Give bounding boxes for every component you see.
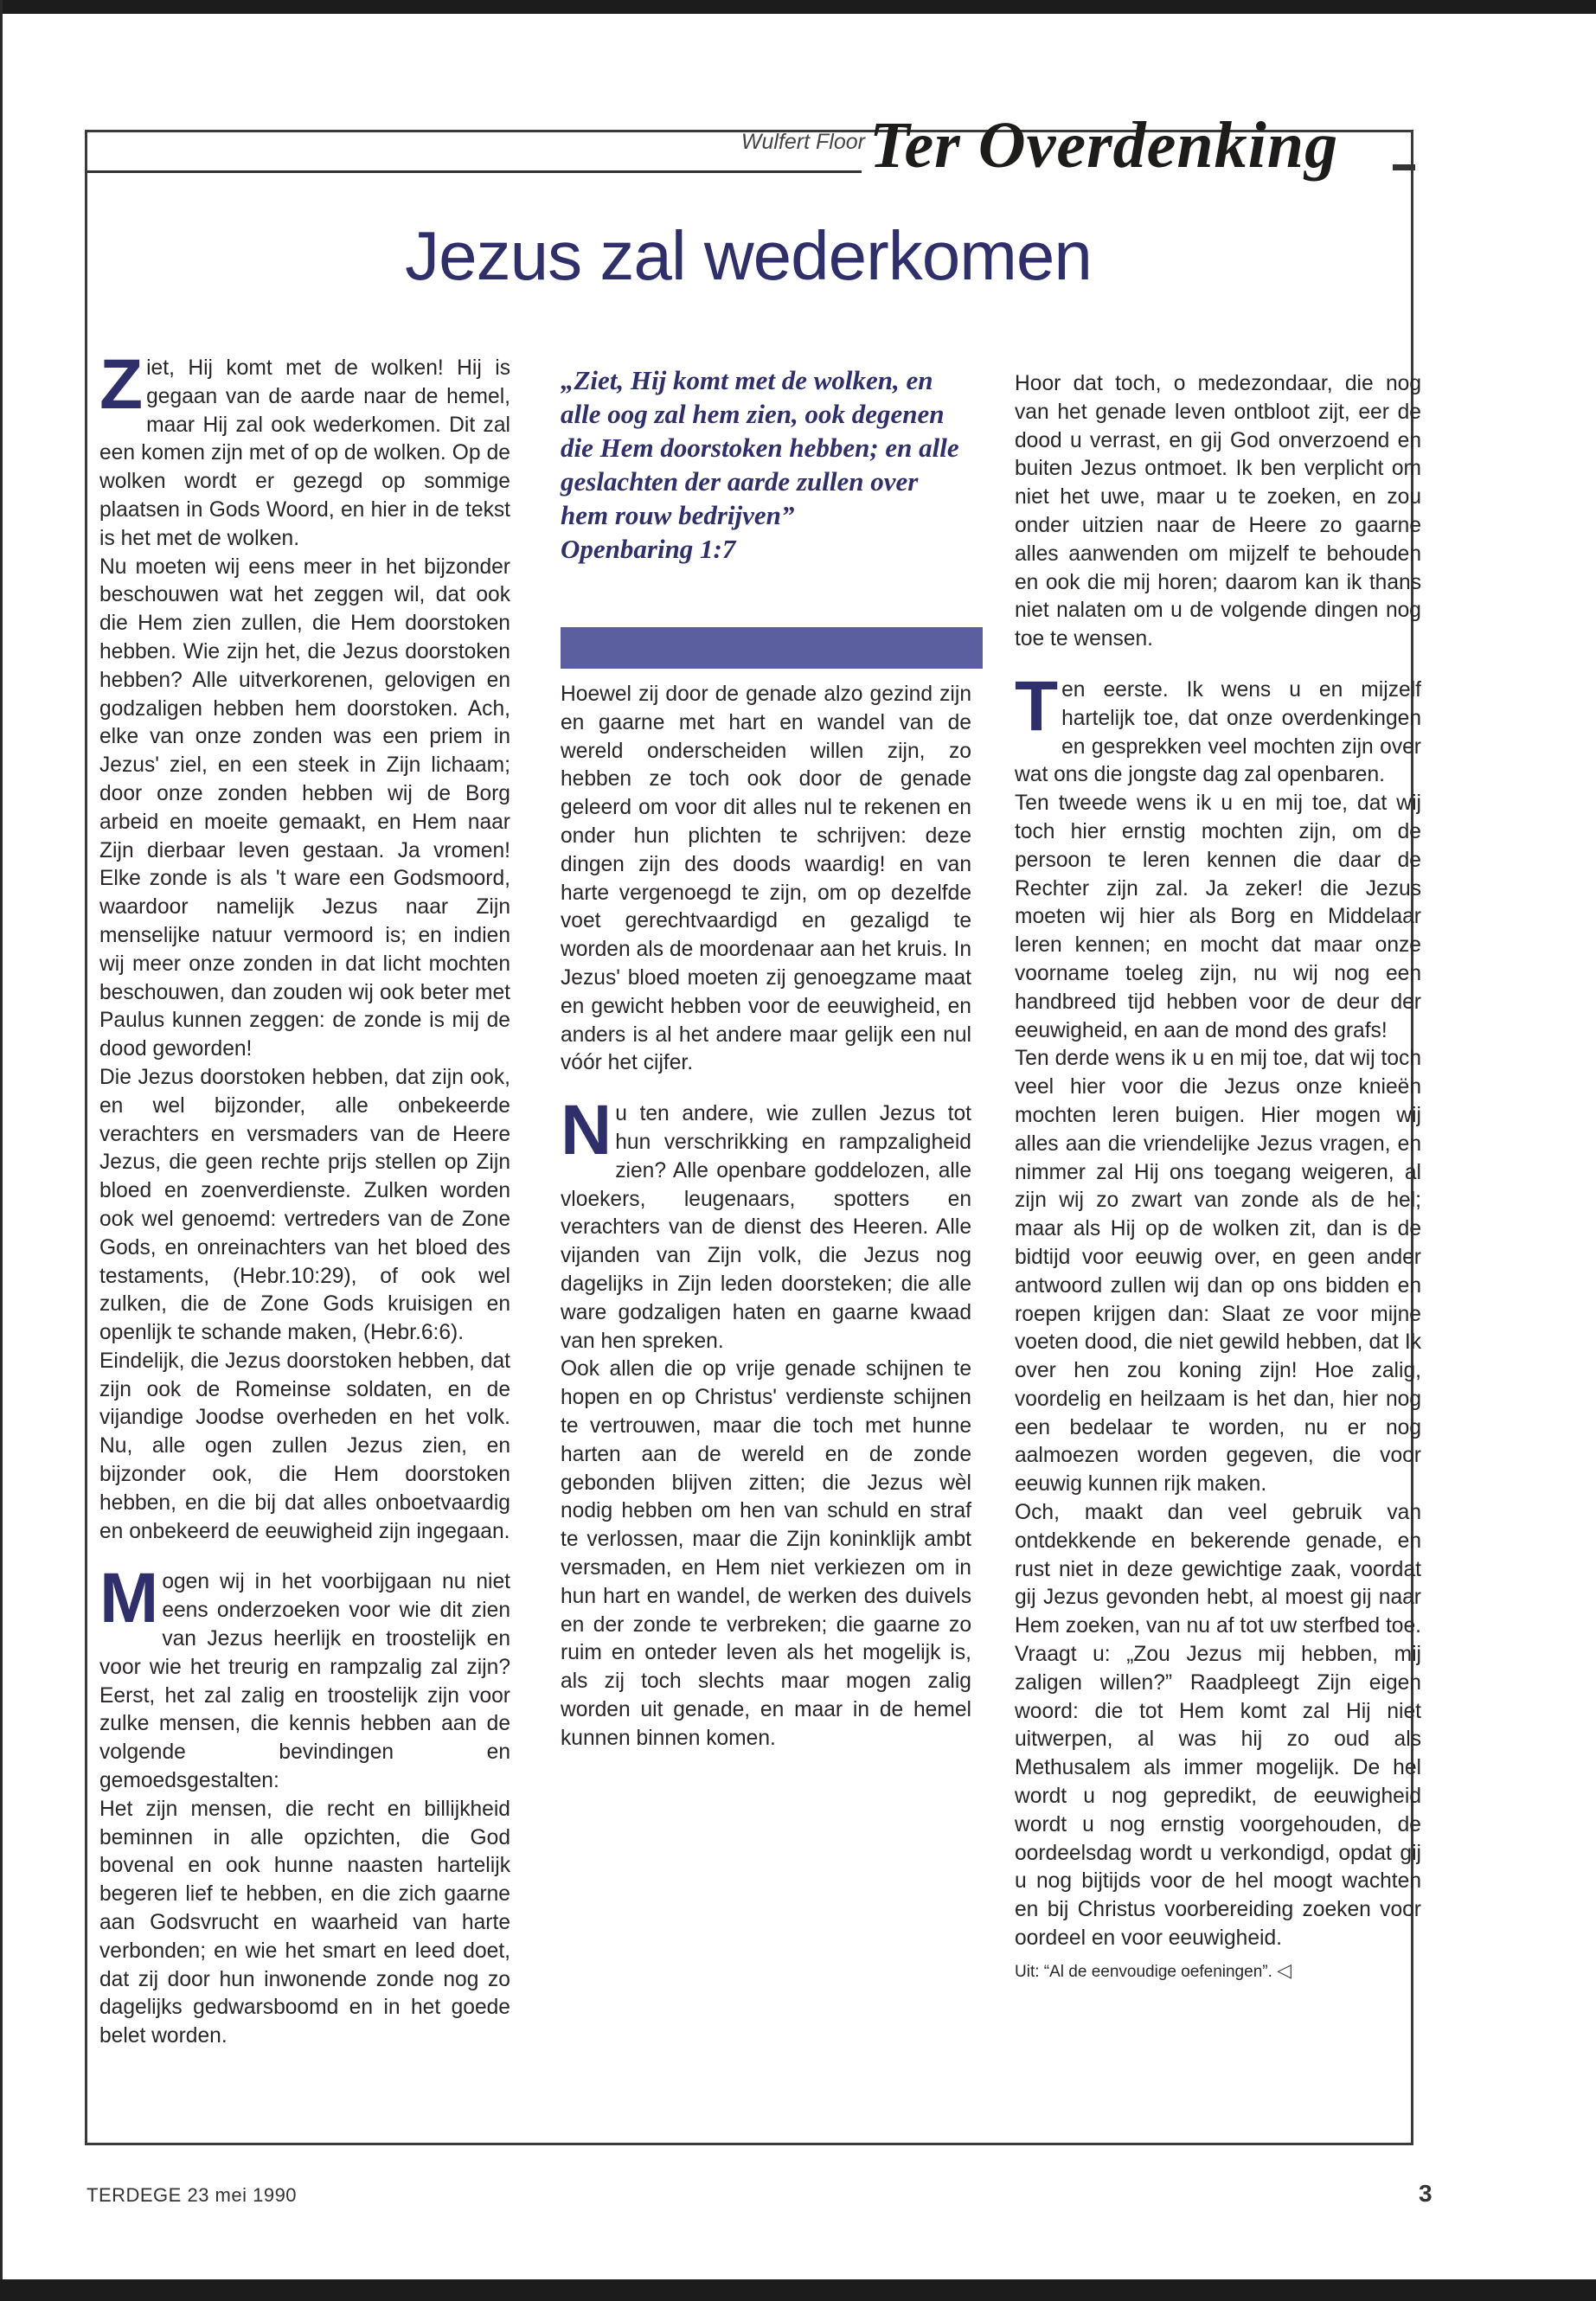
paragraph: Hoewel zij door de genade alzo gezind zijn en gaarne met hart en wandel van de wereld onderscheiden willen zijn, zo hebben ze toch ook door de genade geleerd om voor dit alles nul te rekenen en onder hun plichten te schrijven: deze dingen zijn des doods waardig! en van harte vergenoegd te zijn, om op dezelfde voet gerechtvaardigd en gezaligd te worden als de moordenaar aan het kruis. In Jezus' bloed moeten zij genoegzame maat en gewicht hebben voor de eeuwigheid, en anders is al het andere maar gelijk een nul vóór het cijfer. <box>561 683 971 1075</box>
article-column-3 <box>1015 370 1421 1987</box>
page-number: 3 <box>1419 2180 1433 2207</box>
end-mark-icon: ◁ <box>1277 1958 1292 1981</box>
article-column-2 <box>561 681 971 1753</box>
quote-bar <box>561 627 983 669</box>
paragraph: Die Jezus doorstoken hebben, dat zijn ook, en wel bijzonder, alle onbekeerde verachters en versmaders van de Heere Jezus, die geen rechte prijs stellen op Zijn bloed en zoenverdienste. Zulken worden ook wel genoemd: vertreders van de Zone Gods, en onreinachters van het bloed des testaments, (Hebr.10:29), of ook wel zulken, die de Zone Gods kruisigen en openlijk te schande maken, (Hebr.6:6). <box>99 1065 510 1345</box>
drop-cap: T <box>1015 666 1059 746</box>
header-rule <box>87 170 862 173</box>
scan-edge-left <box>0 0 3 2301</box>
paragraph: Nu moeten wij eens meer in het bijzonder beschouwen wat het zeggen wil, dat ook die Hem zien zullen, die Hem doorstoken hebben. Wie zijn het, die Jezus doorstoken hebben? Alle uitverkorenen, gelovigen en godzaligen hebben hem doorstoken. Ach, elke van onze zonden was een priem in Jezus' ziel, en een steek in Zijn lichaam; door onze zonden hebben wij de Borg arbeid en moeite gemaakt, en Hem naar Zijn dierbaar leven gestaan. Ja vromen! Elke zonde is als 't ware een Godsmoord, waardoor namelijk Jezus naar Zijn menselijke natuur vermoord is; en indien wij meer onze zonden in dat licht mochten beschouwen, dan zouden wij ook beter met Paulus kunnen zeggen: de zonde is mij de dood geworden! <box>99 554 510 1061</box>
paragraph: Eindelijk, die Jezus doorstoken hebben, dat zijn ook de Romeinse soldaten, en de vijandige Joodse overheden en het volk. Nu, alle ogen zullen Jezus zien, en bijzonder ook, die Hem doorstoken hebben, en die bij dat alles onboetvaardig en onbekeerd de eeuwigheid zijn ingegaan. <box>99 1349 510 1543</box>
paragraph: Ten derde wens ik u en mij toe, dat wij toch veel hier voor die Jezus onze knieën mochten leren buigen. Hier mogen wij alles aan die vriendelijke Jezus vragen, en nimmer zal Hij ons toegang weigeren, al zijn wij zo zwart van zonde als de hel; maar als Hij op de wolken zit, dan is de bidtijd voor eeuwig over, en geen ander antwoord zullen wij dan op ons bidden en roepen krijgen dan: Slaat ze voor mijne voeten dood, die niet gewild hebben, dat Ik over hen zou koning zijn! Hoe zalig, voordelig en heilzaam is het dan, hier nog een bedelaar te worden, nu er nog aalmoezen worden gegeven, die voor eeuwig kunnen rijk maken. <box>1015 1047 1421 1497</box>
scan-edge-top <box>0 0 1596 14</box>
paragraph: Ten tweede wens ik u en mij toe, dat wij toch hier ernstig mochten zijn, om de persoon te leren kennen die daar de Rechter zijn zal. Ja zeker! die Jezus moeten wij hier als Borg en Middelaar leren kennen; en mocht dat maar onze voorname toeleg zijn, nu wij nog een handbreed tijd hebben voor de deur der eeuwigheid, en aan de mond des grafs! <box>1015 792 1421 1042</box>
paragraph-text: en eerste. Ik wens u en mijzelf hartelijk toe, dat onze overdenkingen en gesprekken veel mochten zijn over wat ons die jongste dag zal openbaren. <box>1015 677 1421 787</box>
source-text: Uit: “Al de eenvoudige oefeningen”. <box>1015 1962 1272 1981</box>
section-title: Ter Overdenking <box>869 109 1339 182</box>
paragraph-text: iet, Hij komt met de wolken! Hij is gegaan van de aarde naar de hemel, maar Hij zal ook wederkomen. Dit zal een komen zijn met of op de wolken. Op de wolken wordt er gezegd op sommige plaatsen in Gods Woord, en hier in de tekst is het met de wolken. <box>99 356 510 550</box>
paragraph: Ook allen die op vrije genade schijnen te hopen en op Christus' verdienste schijnen te vertrouwen, maar die toch met hunne harten aan de wereld en de zonde gebonden blijven zitten; die Jezus wèl nodig hebben om hen van schuld en straf te verlossen, maar die Zijn koninklijk ambt versmaden, en Hem niet verkiezen om in hun hart en wandel, de werken des duivels en der zonde te verbreken; die gaarne zo ruim en onteder leven als het mogelijk is, als zij toch slechts maar mogen zalig worden uit genade, en maar in de hemel kunnen binnen komen. <box>561 1357 971 1750</box>
paragraph-section <box>99 1559 510 1795</box>
quote-reference: Openbaring 1:7 <box>561 534 736 564</box>
drop-cap: Z <box>99 345 144 424</box>
paragraph-text: u ten andere, wie zullen Jezus tot hun verschrikking en rampzaligheid zien? Alle openbare goddelozen, alle vloekers, leugenaars, spotters en verachters van de dienst des Heeren. Alle vijanden van Zijn volk, die Jezus nog dagelijks in Zijn leden doorsteken; die alle ware godzaligen haten en gaarne kwaad van hen spreken. <box>561 1102 971 1353</box>
paragraph-section <box>561 1091 971 1356</box>
drop-cap: N <box>561 1091 612 1170</box>
author-name: Wulfert Floor <box>740 130 865 154</box>
paragraph-intro <box>99 345 510 554</box>
publication-footer: TERDEGE 23 mei 1990 <box>87 2184 298 2206</box>
drop-cap: M <box>99 1559 159 1638</box>
quote-text: „Ziet, Hij komt met de wolken, en alle oog zal hem zien, ook degenen die Hem doorstoken hebben; en alle geslachten der aarde zullen over hem rouw bedrijven” <box>561 365 959 530</box>
source-note <box>1015 1957 1421 1987</box>
paragraph: Hoor dat toch, o medezondaar, die nog van het genade leven ontbloot zijt, eer de dood u verrast, en gij God onverzoend en buiten Jezus ontmoet. Ik ben verplicht om niet het uwe, maar u te zoeken, en zou onder uitzien naar de Heere zo gaarne alles aanwenden om mijzelf te behouden en ook die mij horen; daarom kan ik thans niet nalaten om u de volgende dingen nog toe te wensen. <box>1015 372 1421 651</box>
pull-quote <box>561 363 971 566</box>
article-title: Jezus zal wederkomen <box>405 217 1092 294</box>
paragraph: Och, maakt dan veel gebruik van ontdekkende en bekerende genade, en rust niet in deze gewichtige zaak, voordat gij Jezus gevonden hebt, al moest gij naar Hem zoeken, van nu af tot uw sterfbed toe. Vraagt u: „Zou Jezus mij hebben, mij zaligen willen?” Raadpleegt Zijn eigen woord: die tot Hem komt zal Hij niet uitwerpen, al was hij zo oud als Methusalem als immer mogelijk. De hel wordt u nog gepredikt, de eeuwigheid wordt u nog ernstig voorgehouden, de oordeelsdag wordt u verkondigd, opdat gij u nog bijtijds voor de hel moogt wachten en bij Christus voorbereiding zoeken voor oordeel en voor eeuwigheid. <box>1015 1501 1421 1951</box>
scan-edge-bottom <box>0 2279 1596 2301</box>
paragraph: Het zijn mensen, die recht en billijkheid beminnen in alle opzichten, die God bovenal en ook hunne naasten hartelijk begeren lief te hebben, en die zich gaarne aan Godsvrucht en waarheid van harte verbonden; en wie het smart en leed doet, dat zij door hun inwonende zonde nog zo dagelijks gedwarsboomd en in het goede belet worden. <box>99 1797 510 2048</box>
article-column-1 <box>99 345 510 2051</box>
paragraph-section <box>1015 666 1421 790</box>
paragraph-text: ogen wij in het voorbijgaan nu niet eens onderzoeken voor wie dit zien van Jezus heerlijk en troostelijk en voor wie het treurig en rampzalig zal zijn? Eerst, het zal zalig en troostelijk zijn voor zulke mensen, die kennis hebben aan de volgende bevindingen en gemoedsgestalten: <box>99 1570 510 1793</box>
